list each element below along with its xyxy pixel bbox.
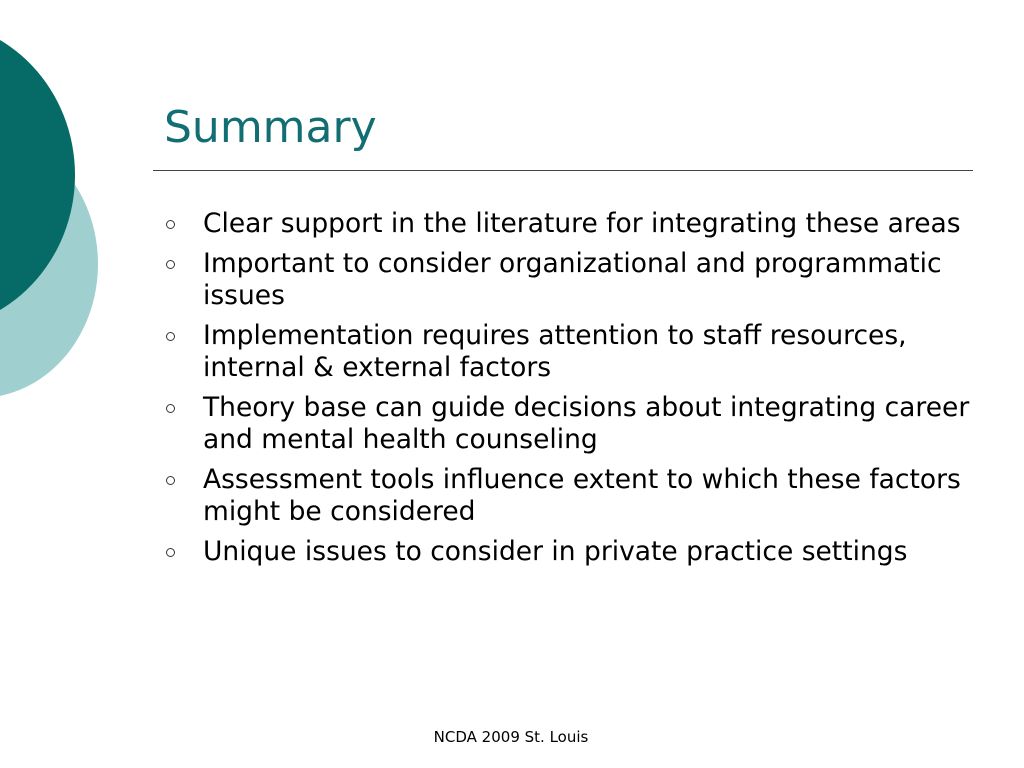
bullet-item	[164, 208, 974, 240]
hollow-circle-bullet-icon	[166, 260, 175, 269]
slide-title: Summary	[164, 102, 377, 153]
bullet-item	[164, 392, 974, 456]
bullet-text: Clear support in the literature for integrating these areas	[203, 208, 961, 239]
bullet-text: Unique issues to consider in private practice settings	[203, 536, 908, 567]
bullet-text: Theory base can guide decisions about integrating career and mental health counseling	[203, 392, 970, 455]
bullet-item	[164, 320, 974, 384]
bullet-item	[164, 536, 974, 568]
bullet-text: Important to consider organizational and programmatic issues	[203, 248, 942, 311]
hollow-circle-bullet-icon	[166, 548, 175, 557]
hollow-circle-bullet-icon	[166, 220, 175, 229]
hollow-circle-bullet-icon	[166, 332, 175, 341]
hollow-circle-bullet-icon	[166, 476, 175, 485]
bullet-text: Implementation requires attention to staff resources, internal & external factors	[203, 320, 907, 383]
footer-text: NCDA 2009 St. Louis	[433, 728, 589, 746]
hollow-circle-bullet-icon	[166, 404, 175, 413]
bullet-item	[164, 464, 974, 528]
bullet-list	[164, 208, 974, 576]
bullet-item	[164, 248, 974, 312]
bullet-text: Assessment tools influence extent to which these factors might be considered	[203, 464, 961, 527]
title-divider	[153, 170, 973, 171]
slide-footer	[0, 727, 1024, 747]
